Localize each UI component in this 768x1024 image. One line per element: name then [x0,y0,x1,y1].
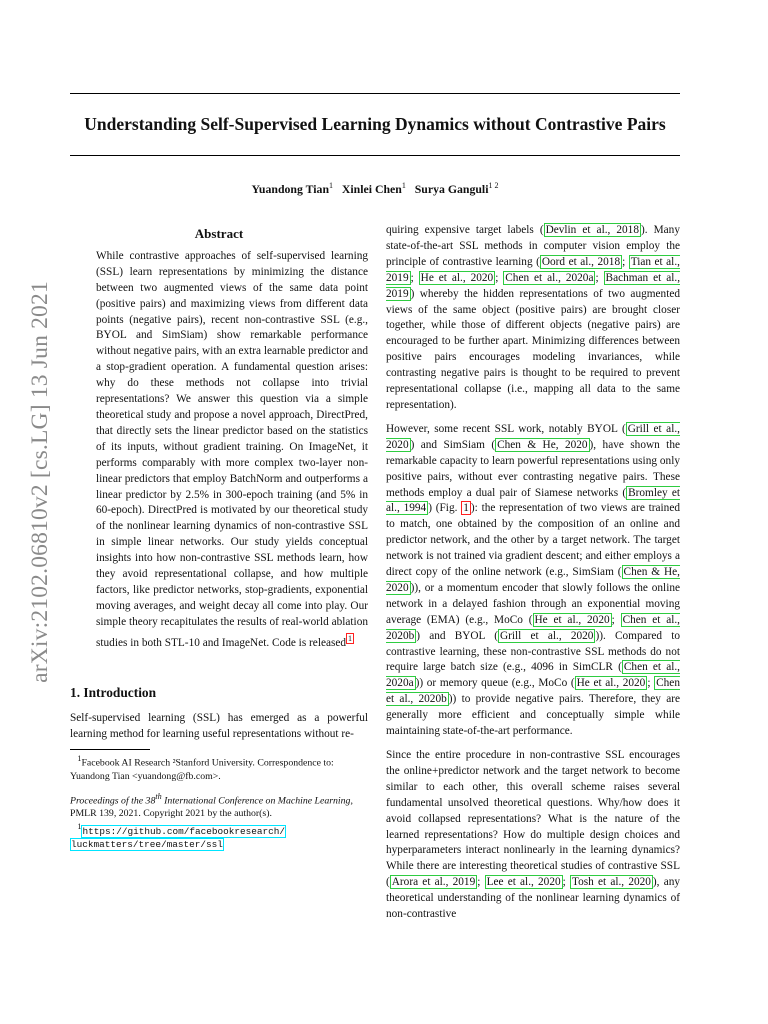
right-paragraph-1: quiring expensive target labels ( Devlin et al., 2018 ). Many state-of-the-art SSL methods in computer vision employ the principle of contrastive learning ( Oord et al., 2018 ; Tian et al., 2019 ; He et al., 2020 ; Chen et al., 2020a ; Bachman et al., 2019 ) whereby the hidden representations of two augmented views of the same object (positive pairs) are brought closer together, while those of different objects (negative pairs) are encouraged to be further apart. Minimizing differences between positive pairs encourages modeling invariances, while contrasting negative pairs is thought to be required to prevent representational collapse (i.e., mapping all data to the same representation). [386,224,681,411]
arxiv-identifier: arXiv:2102.06810v2 [cs.LG] 13 Jun 2021 [27,281,53,683]
text: ): the representation of two views are trained to match, one obtained by the composition of an online and predictor network, and the other by a target network. The target network is not trained via gradient descent; and either employs a direct copy of the online network (e.g., SimSiam ( [386,502,680,579]
footnote-rule [70,749,150,750]
text: ), any theoretical understanding of the nonlinear learning dynamics of non-contrastive [386,876,681,921]
text: ) and BYOL ( [416,629,498,642]
citation-link[interactable]: He et al., 2020 [576,677,646,690]
paper-title: Understanding Self-Supervised Learning Dynamics without Contrastive Pairs [84,114,666,134]
right-paragraph-3: Since the entire procedure in non-contrastive SSL encourages the online+predictor network and the target network to become similar to each other, this overall scheme raises several fundamental unsolved theoretical questions. Why/how does it avoid collapsed representations? What is the nature of the learned representations? How do multiple design choices and hyperparameters interact nonlinearly in the learning dynamics? While there are interesting theoretical studies of contrastive SSL ( Arora et al., 2019 ; Lee et al., 2020 ; Tosh et al., 2020 ), any theoretical understanding of the nonlinear learning dynamics of non-contrastive [386,749,681,921]
citation-link[interactable]: Chen et al., 2020b [386,613,681,642]
text: ) and SimSiam ( [410,438,496,451]
code-url-link[interactable]: luckmatters/tree/master/ssl [71,838,223,850]
figure-reference-link[interactable]: 1 [463,502,469,515]
footnote-proceedings [70,790,368,821]
right-column [386,223,680,923]
author-name: Xinlei Chen [341,181,402,196]
citation-link[interactable]: Arora et al., 2019 [391,876,476,889]
abstract-body [96,249,368,651]
footnote-affiliations [70,752,368,783]
footnote-link[interactable]: 1 [348,633,353,643]
citation-link[interactable]: Grill et al., 2020 [499,629,594,642]
author-name: Yuandong Tian [251,181,330,196]
text: quiring expensive target labels ( [386,224,544,236]
citation-link[interactable]: Lee et al., 2020 [486,876,561,889]
proceedings-prefix: Proceedings of the 38 [70,794,156,806]
author-name: Surya Ganguli [414,181,489,196]
intro-paragraph: Self-supervised learning (SSL) has emerged as a powerful learning method for learning useful representations without re- [70,712,368,741]
citation-link[interactable]: Chen & He, 2020 [497,438,588,451]
proceedings-rest: , PMLR 139, 2021. Copyright 2021 by the author(s). [70,794,353,820]
text: )), or a momentum encoder that slowly follows the online network in a delayed fashion through an exponential moving average (EMA) (e.g., MoCo ( [386,581,680,626]
text: ). Many state-of-the-art SSL methods in computer vision employ the principle of contrastive learning ( [386,224,680,268]
abstract-heading: Abstract [194,226,244,241]
citation-link[interactable]: Chen & He, 2020 [386,566,681,594]
citation-link[interactable]: Tosh et al., 2020 [571,876,651,889]
citation-link[interactable]: Oord et al., 2018 [541,255,621,268]
citation-link[interactable]: Tian et al., 2019 [386,255,680,284]
text: ), have shown the remarkable capacity to learn powerful representations using only positive pairs, without ever contrasting negative pairs. These methods employ a dual pair of Siamese networks ( [386,438,680,499]
right-paragraph-2: However, some recent SSL work, notably BYOL ( Grill et al., 2020 ) and SimSiam ( Chen & He, 2020 ), have shown the remarkable capacity to learn powerful representations using only positive pairs, without ever contrasting negative pairs. These methods employ a dual pair of Siamese networks ( Bromley et al., 1994 ) (Fig. 1 ): the representation of two views are trained to match, one obtained by the composition of an online and predictor network, and the other by a target network. The target network is not trained via gradient descent; and either employs a direct copy of the online network (e.g., SimSiam ( Chen & He, 2020 )), or a momentum encoder that slowly follows the online network in a delayed fashion through an exponential moving average (EMA) (e.g., MoCo ( He et al., 2020 ; Chen et al., 2020b ) and BYOL ( Grill et al., 2020 )). Compared to contrastive learning, these non-contrastive SSL methods do not require large batch size (e.g., 4096 in SimCLR ( Chen et al., 2020a )) or memory queue (e.g., MoCo ( He et al., 2020 ; Chen et al., 2020b )) to provide negative pairs. Therefore, they are generally more efficient and conceptually simple while maintaining state-of-the-art performance. [386,422,681,738]
citation-link[interactable]: Devlin et al., 2018 [545,224,639,236]
author-list [60,181,690,197]
text: )) or memory queue (e.g., MoCo ( [415,677,575,690]
text: ) whereby the hidden representations of two augmented views of the same object (positive pairs) are brought closer together, while those of different objects (negative pairs) are encouraged to be further apart. Minimizing differences between positive pairs encourages modeling invariances, while contrasting negative pairs is thought to be required to prevent representational collapse (i.e., mapping all data to the same representation). [386,287,680,411]
footnote-marker: 1 [77,822,82,832]
text: ) (Fig. [428,502,462,515]
text: Since the entire procedure in non-contrastive SSL encourages the online+predictor network and the target network to become similar to each other, this overall scheme raises several fundamental unsolved theoretical questions. Why/how does it avoid collapsed representations? What is the nature of the learned representations? How do multiple design choices and hyperparameters interact nonlinearly in the learning dynamics? While there are interesting theoretical studies of contrastive SSL ( [386,749,680,889]
citation-link[interactable]: Chen et al., 2020b [386,677,680,706]
footnote-url [70,820,368,851]
footnote-affiliations-text: Facebook AI Research ²Stanford University. Correspondence to: Yuandong Tian <yuandong@fb.com>. [70,757,334,782]
proceedings-name: International Conference on Machine Learning [161,794,351,806]
proceedings-superscript: th [155,791,162,801]
citation-link[interactable]: Chen et al., 2020a [386,661,681,690]
left-column [70,226,368,851]
title-bottom-rule [70,155,680,156]
citation-link[interactable]: Chen et al., 2020a [505,271,594,284]
section-heading-introduction: 1. Introduction [70,685,157,701]
text: However, some recent SSL work, notably BYOL ( [386,422,626,435]
abstract-text: While contrastive approaches of self-supervised learning (SSL) learn representations by minimizing the distance between two augmented views of the same data point (positive pairs) and maximizing views from different data points (negative pairs), recent non-contrastive SSL (e.g., BYOL and SimSiam) show remarkable performance without negative pairs, with an extra learnable predictor and a stop-gradient operation. A fundamental question arises: why do these methods not collapse into trivial representations? We answer this question via a simple theoretical study and propose a novel approach, DirectPred, that directly sets the linear predictor based on the statistics of its inputs, without gradient training. On ImageNet, it performs comparably with more complex two-layer non-linear predictors that employ BatchNorm and outperforms a linear predictor by 2.5% in 300-epoch training (and 5% in 60-epoch). DirectPred is motivated by our theoretical study of the nonlinear learning dynamics of non-contrastive SSL in simple linear networks. Our study yields conceptual insights into how non-contrastive SSL methods learn, how they avoid representational collapse, and how multiple factors, like predictor networks, stop-gradients, exponential moving averages, and weight decay all come into play. Our simple theory recapitulates the results of real-world ablation studies in both STL-10 and ImageNet. Code is released [96,249,368,649]
text: )) to provide negative pairs. Therefore, they are generally more efficient and conceptually simple while maintaining state-of-the-art performance. [386,693,680,738]
citation-link[interactable]: He et al., 2020 [534,613,610,626]
footnote-marker: 1 [77,754,82,764]
author-affiliation: 1 2 [488,181,499,190]
code-url-link[interactable]: https://github.com/facebookresearch/ [82,825,285,837]
citation-link[interactable]: Bachman et al., 2019 [386,271,681,300]
citation-link[interactable]: Grill et al., 2020 [386,422,680,451]
citation-link[interactable]: Bromley et al., 1994 [386,486,680,515]
author-affiliation: 1 [329,181,334,190]
title-top-rule [70,93,680,94]
author-affiliation: 1 [401,181,406,190]
text: )). Compared to contrastive learning, these non-contrastive SSL methods do not require large batch size (e.g., 4096 in SimCLR ( [386,629,681,674]
citation-link[interactable]: He et al., 2020 [420,271,494,284]
